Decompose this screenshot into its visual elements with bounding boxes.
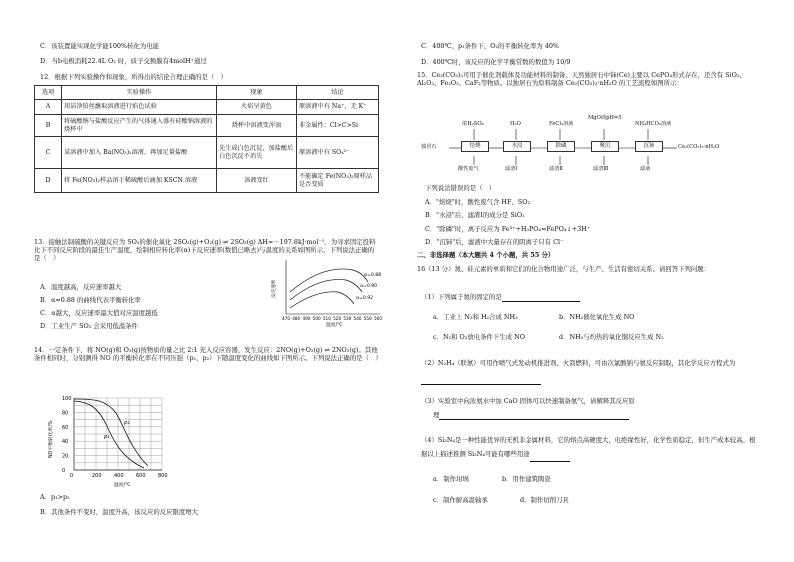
q13-x-tick: 530 <box>343 316 352 321</box>
q16-part2-blank[interactable] <box>421 370 541 385</box>
q15-stem: 15．Ce₂(CO₃)₃可用于催化剂载体及功能材料的制备。天然独居石中铈(Ce)主要以 CePO₄形式存在，还含有 SiO₂、Al₂O₃、Fe₂O₃、CaF₂等物质。以独居石为原料制备 Ce₂(CO₃)₃·nH₂O 的工艺流程如图所示： <box>417 71 746 87</box>
q15-option-d: D．"沉铈"后，滤液中大量存在的阴离子只有 Cl⁻ <box>425 238 564 246</box>
q12-header-option: 选项 <box>35 86 62 100</box>
q13-stem: 13．接触法制硫酸的关键反应为 SO₂的催化氧化 2SO₂(g)+O₂(g) ⇌ 2SO₃(g) ΔH=－197.8kJ·mol⁻¹，为寻求固定投料比下不同反应阶段的最佳生产温度，绘制相应转化率(α)下反应速率(数值已略去)与温度的关系如图所示，下列说法正确的是（ ） <box>34 238 376 262</box>
q14-y-tick: 20 <box>62 453 69 460</box>
q13-curve-092 <box>290 292 354 308</box>
q14-stem: 14．一定条件下，将 NO(g)和 O₂(g)按物质的量之比 2:1 充入反应容器，发生反应：2NO(g)+O₂(g) ⇌ 2NO₂(g)。其他条件相同时，分别测得 NO 的平衡转化率在不同压强（p₁，p₂）下随温度变化的曲线如下图所示。下列说法正确的是（ ） <box>34 346 382 362</box>
q12-cell: 原溶液中有 SO₄²⁻ <box>297 137 379 169</box>
q16-part3-blank[interactable] <box>439 411 629 420</box>
q12-cell: A <box>35 100 62 115</box>
q15-option-a: A．"焙烧"时，酸性废气含 HF、SO₂ <box>425 198 531 206</box>
q14-x-label: 温度/℃ <box>114 483 131 488</box>
q13-option-d: D．工业生产 SO₂ 会采用低温条件 <box>40 322 139 330</box>
q16-part1-blank[interactable] <box>502 293 580 302</box>
q12-header-conclusion: 结论 <box>297 86 379 100</box>
q14-y-label: NO平衡转化率/% <box>49 420 54 458</box>
q13-option-b: B．α=0.88 的曲线代表平衡转化率 <box>40 296 141 304</box>
section-two-heading: 二、非选择题（本大题共 4 个小题，共 55 分） <box>417 251 555 259</box>
q16-part2-text: （2）N₂H₄（联氨）可用作喷气式发动机推进剂、火箭燃料，可由次氯酸钠与氨反应制取，其化学反应方程式为 <box>421 359 736 367</box>
q12-cell: 用洁净铂丝蘸取溶液进行焰色试验 <box>62 100 217 115</box>
q15-output: 滤渣Ⅲ <box>593 166 609 172</box>
q16-part1 <box>421 293 580 302</box>
q15-option-b: B．"水浸"后，滤渣Ⅰ的成分是 SiO₂ <box>425 211 525 219</box>
q13-label-090: α=0.90 <box>360 284 378 289</box>
q12-cell: 烧杯中溶液变浑浊 <box>217 115 297 137</box>
q16-part3-text: （3）实验室中向浓氨水中加 CaO 固体可以快速制备氨气，请解释其反应原 <box>421 397 635 405</box>
q16-part1-opt-d: d．NH₃与灼热的氧化铜反应生成 N₂ <box>559 333 664 341</box>
q14-y-tick: 60 <box>62 424 69 431</box>
q16-part3 <box>433 411 629 420</box>
q14-label-p1: p₁ <box>104 434 110 440</box>
q15-output: 酸性废气 <box>458 166 479 172</box>
q15-step-roast: 焙烧 <box>461 141 489 152</box>
q12-header-phenomenon: 现象 <box>217 86 297 100</box>
q13-label-092: α=0.92 <box>356 296 374 301</box>
q13-x-tick: 560 <box>374 316 382 321</box>
q16-part4-blank[interactable] <box>530 447 570 462</box>
q16-part1-opt-a: a．工业上 N₂和 H₂合成 NH₃ <box>433 313 518 321</box>
q15-input: MgO调pH=5 <box>588 115 622 121</box>
q12-cell: 非金属性：Cl>C>Si <box>297 115 379 137</box>
q12-stem: 12．根据下列实验操作和现象，所得出的结论合理正确的是（ ） <box>40 73 228 81</box>
q12-cell: 将硫酸钠与盐酸反应产生的气体通入盛有硅酸钠溶液的烧杯中 <box>62 115 217 137</box>
q15-question: 下列说法错误的是（ ） <box>425 184 496 192</box>
q15-end: Ce₂(CO₃)₃·nH₂O <box>678 144 720 150</box>
q12-cell: 先生成白色沉淀，加盐酸后白色沉淀不消失 <box>217 137 297 169</box>
q16-part2 <box>421 356 759 385</box>
q16-stem: 16（13 分）氮、硅元素的单质和它们的化合物用途广泛，与生产、生活有密切关系。请回答下列问题： <box>417 265 711 273</box>
q16-part4 <box>421 433 759 462</box>
q15-option-c: C．"除磷"时，离子反应为 Fe³⁺+H₃PO₄=FePO₄↓+3H⁺ <box>425 225 591 233</box>
q14-x-tick: 400 <box>114 473 124 479</box>
q14-conversion-chart <box>44 388 174 488</box>
q12-cell: 将 Fe(NO₃)₂样品溶于稀硫酸后滴加 KSCN 溶液 <box>62 169 217 193</box>
q16-part4-opt-a: a．制作坩埚 <box>433 475 469 483</box>
q15-output: 滤渣Ⅰ <box>505 166 518 172</box>
q12-cell: B <box>35 115 62 137</box>
q12-cell: 不能确定 Fe(NO₃)₂原样品是否变质 <box>297 169 379 193</box>
q15-input: NH₄HCO₃溶液 <box>635 121 672 127</box>
q13-x-tick: 470 <box>282 316 290 321</box>
q12-cell: 溶液变红 <box>217 169 297 193</box>
q14-y-tick: 100 <box>62 396 72 402</box>
q16-part1-opt-c: c．N₂和 O₂放电条件下生成 NO <box>433 333 525 341</box>
q13-x-tick: 510 <box>322 316 331 321</box>
q13-x-tick: 480 <box>292 316 301 321</box>
q14-y-tick: 80 <box>62 410 69 417</box>
q13-x-tick: 520 <box>333 316 342 321</box>
q15-step-water-leach: 水浸 <box>503 141 531 152</box>
q15-input: 浓H₂SO₄ <box>462 121 484 127</box>
q16-part4-opt-c: c．制作耐高温轴承 <box>433 496 488 504</box>
q13-x-tick: 550 <box>363 316 372 321</box>
q14-option-a: A．p₁>p₂ <box>40 493 70 501</box>
q16-part4-opt-d: d．制作切削刀具 <box>520 496 569 504</box>
q14-x-tick: 800 <box>158 473 168 479</box>
q12-cell: 火焰呈黄色 <box>217 100 297 115</box>
q16-part1-opt-b: b．NH₃催化氧化生成 NO <box>559 313 635 321</box>
q14-x-tick: 0 <box>70 473 74 479</box>
q16-part4-opt-b: b．用作建筑陶瓷 <box>502 475 551 483</box>
q12-cell: 原溶液中有 Na⁺，无 K⁺ <box>297 100 379 115</box>
q12-cell: D <box>35 169 62 193</box>
q15-output: 滤渣Ⅱ <box>549 166 563 172</box>
q15-step-dephos: 除磷 <box>547 141 575 152</box>
q12-cell: 某溶液中加入 Ba(NO₃)₂溶液，再加足量盐酸 <box>62 137 217 169</box>
q13-label-088: α=0.88 <box>364 273 382 278</box>
q13-x-tick: 540 <box>353 316 362 321</box>
q15-input: FeCl₃溶液 <box>549 121 574 127</box>
q16-part1-text: （1）下列属于氮的固定的是 <box>421 293 502 301</box>
q13-x-label: 温度/℃ <box>326 323 343 328</box>
q15-output: 滤液 <box>640 166 651 172</box>
q15-step-coagulate: 聚沉 <box>591 141 619 152</box>
q13-option-a: A．温度越高，反应速率越大 <box>40 283 122 291</box>
q13-option-c: C．α越大，反应速率最大值对应温度越低 <box>40 309 158 317</box>
q16-part3-tail: 理 <box>433 411 440 419</box>
q15-start: 独居石 <box>421 144 437 150</box>
q13-rate-chart <box>268 256 384 328</box>
q13-x-tick: 490 <box>302 316 311 321</box>
q14-option-b: B．其他条件不变时，温度升高，该反应的反应限度增大 <box>40 508 199 516</box>
q12-table <box>34 85 379 193</box>
q11-option-d: D．当b电极消耗22.4L O₂ 时，质子交换膜有4molH⁺通过 <box>40 57 207 65</box>
q12-cell: C <box>35 137 62 169</box>
q14-x-tick: 200 <box>92 473 102 479</box>
q11-option-c: C．该装置能实现化学能100%转化为电能 <box>40 42 160 50</box>
q14-y-tick: 40 <box>62 439 69 446</box>
q14-label-p2: p₂ <box>124 420 130 426</box>
q13-x-tick: 500 <box>312 316 321 321</box>
q15-input: H₂O <box>510 121 521 127</box>
q13-curve-090 <box>290 279 362 300</box>
q12-header-operation: 实验操作 <box>62 86 217 100</box>
q13-y-label: 反应速率 <box>272 279 277 298</box>
q15-step-precip-ce: 沉铈 <box>635 141 663 152</box>
q14-option-d: D．400℃时，该反应的化学平衡常数的数值为 10/9 <box>421 58 571 66</box>
q14-x-tick: 600 <box>136 473 146 479</box>
q16-part4-text: （4）Si₃N₄是一种性能优异的无机非金属材料，它的熔点高硬度大，电绝缘性好，化学性质稳定，但生产成本较高。根据以上描述推测 Si₃N₄可能有哪些用途 <box>421 436 756 459</box>
q14-y-tick: 0 <box>62 468 66 474</box>
q14-option-c: C．400℃、p₁条件下，O₂的平衡转化率为 40% <box>421 42 560 50</box>
